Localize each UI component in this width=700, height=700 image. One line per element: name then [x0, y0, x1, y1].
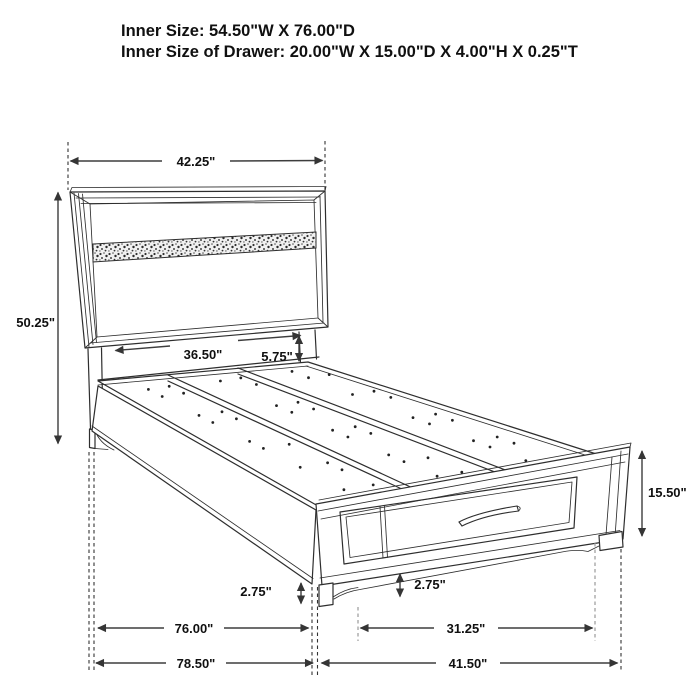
dim-overall-width [322, 656, 618, 671]
dim-label-overall-width: 41.50" [448, 656, 488, 671]
dim-label-slat-length: 76.00" [174, 621, 214, 636]
inner-drawer-size-line: Inner Size of Drawer: 20.00"W X 15.00"D X 4.00"H X 0.25"T [121, 43, 578, 61]
dim-headboard-height [16, 193, 58, 444]
dim-footboard-span [361, 621, 593, 636]
dim-side-floor-clearance [240, 583, 301, 604]
dim-label-headboard-height: 50.25" [16, 315, 55, 330]
dim-slat-length [98, 621, 309, 636]
dim-label-side-floor-clearance: 2.75" [240, 584, 272, 599]
dim-label-foot-floor-clearance: 2.75" [414, 577, 446, 592]
dim-label-overall-length: 78.50" [176, 656, 216, 671]
dim-footboard-height [642, 451, 687, 536]
inner-size-line: Inner Size: 54.50"W X 76.00"D [121, 22, 355, 40]
dim-foot-floor-clearance [400, 574, 446, 597]
dim-headboard-width [71, 154, 323, 169]
dim-label-rail-height: 5.75" [261, 349, 293, 364]
dim-label-headboard-width: 42.25" [176, 154, 216, 169]
dim-label-footboard-height: 15.50" [648, 485, 687, 500]
dim-label-inner-rail-width: 36.50" [183, 347, 223, 362]
dim-overall-length [96, 656, 313, 671]
headboard [70, 187, 328, 349]
dim-label-footboard-span: 31.25" [446, 621, 486, 636]
